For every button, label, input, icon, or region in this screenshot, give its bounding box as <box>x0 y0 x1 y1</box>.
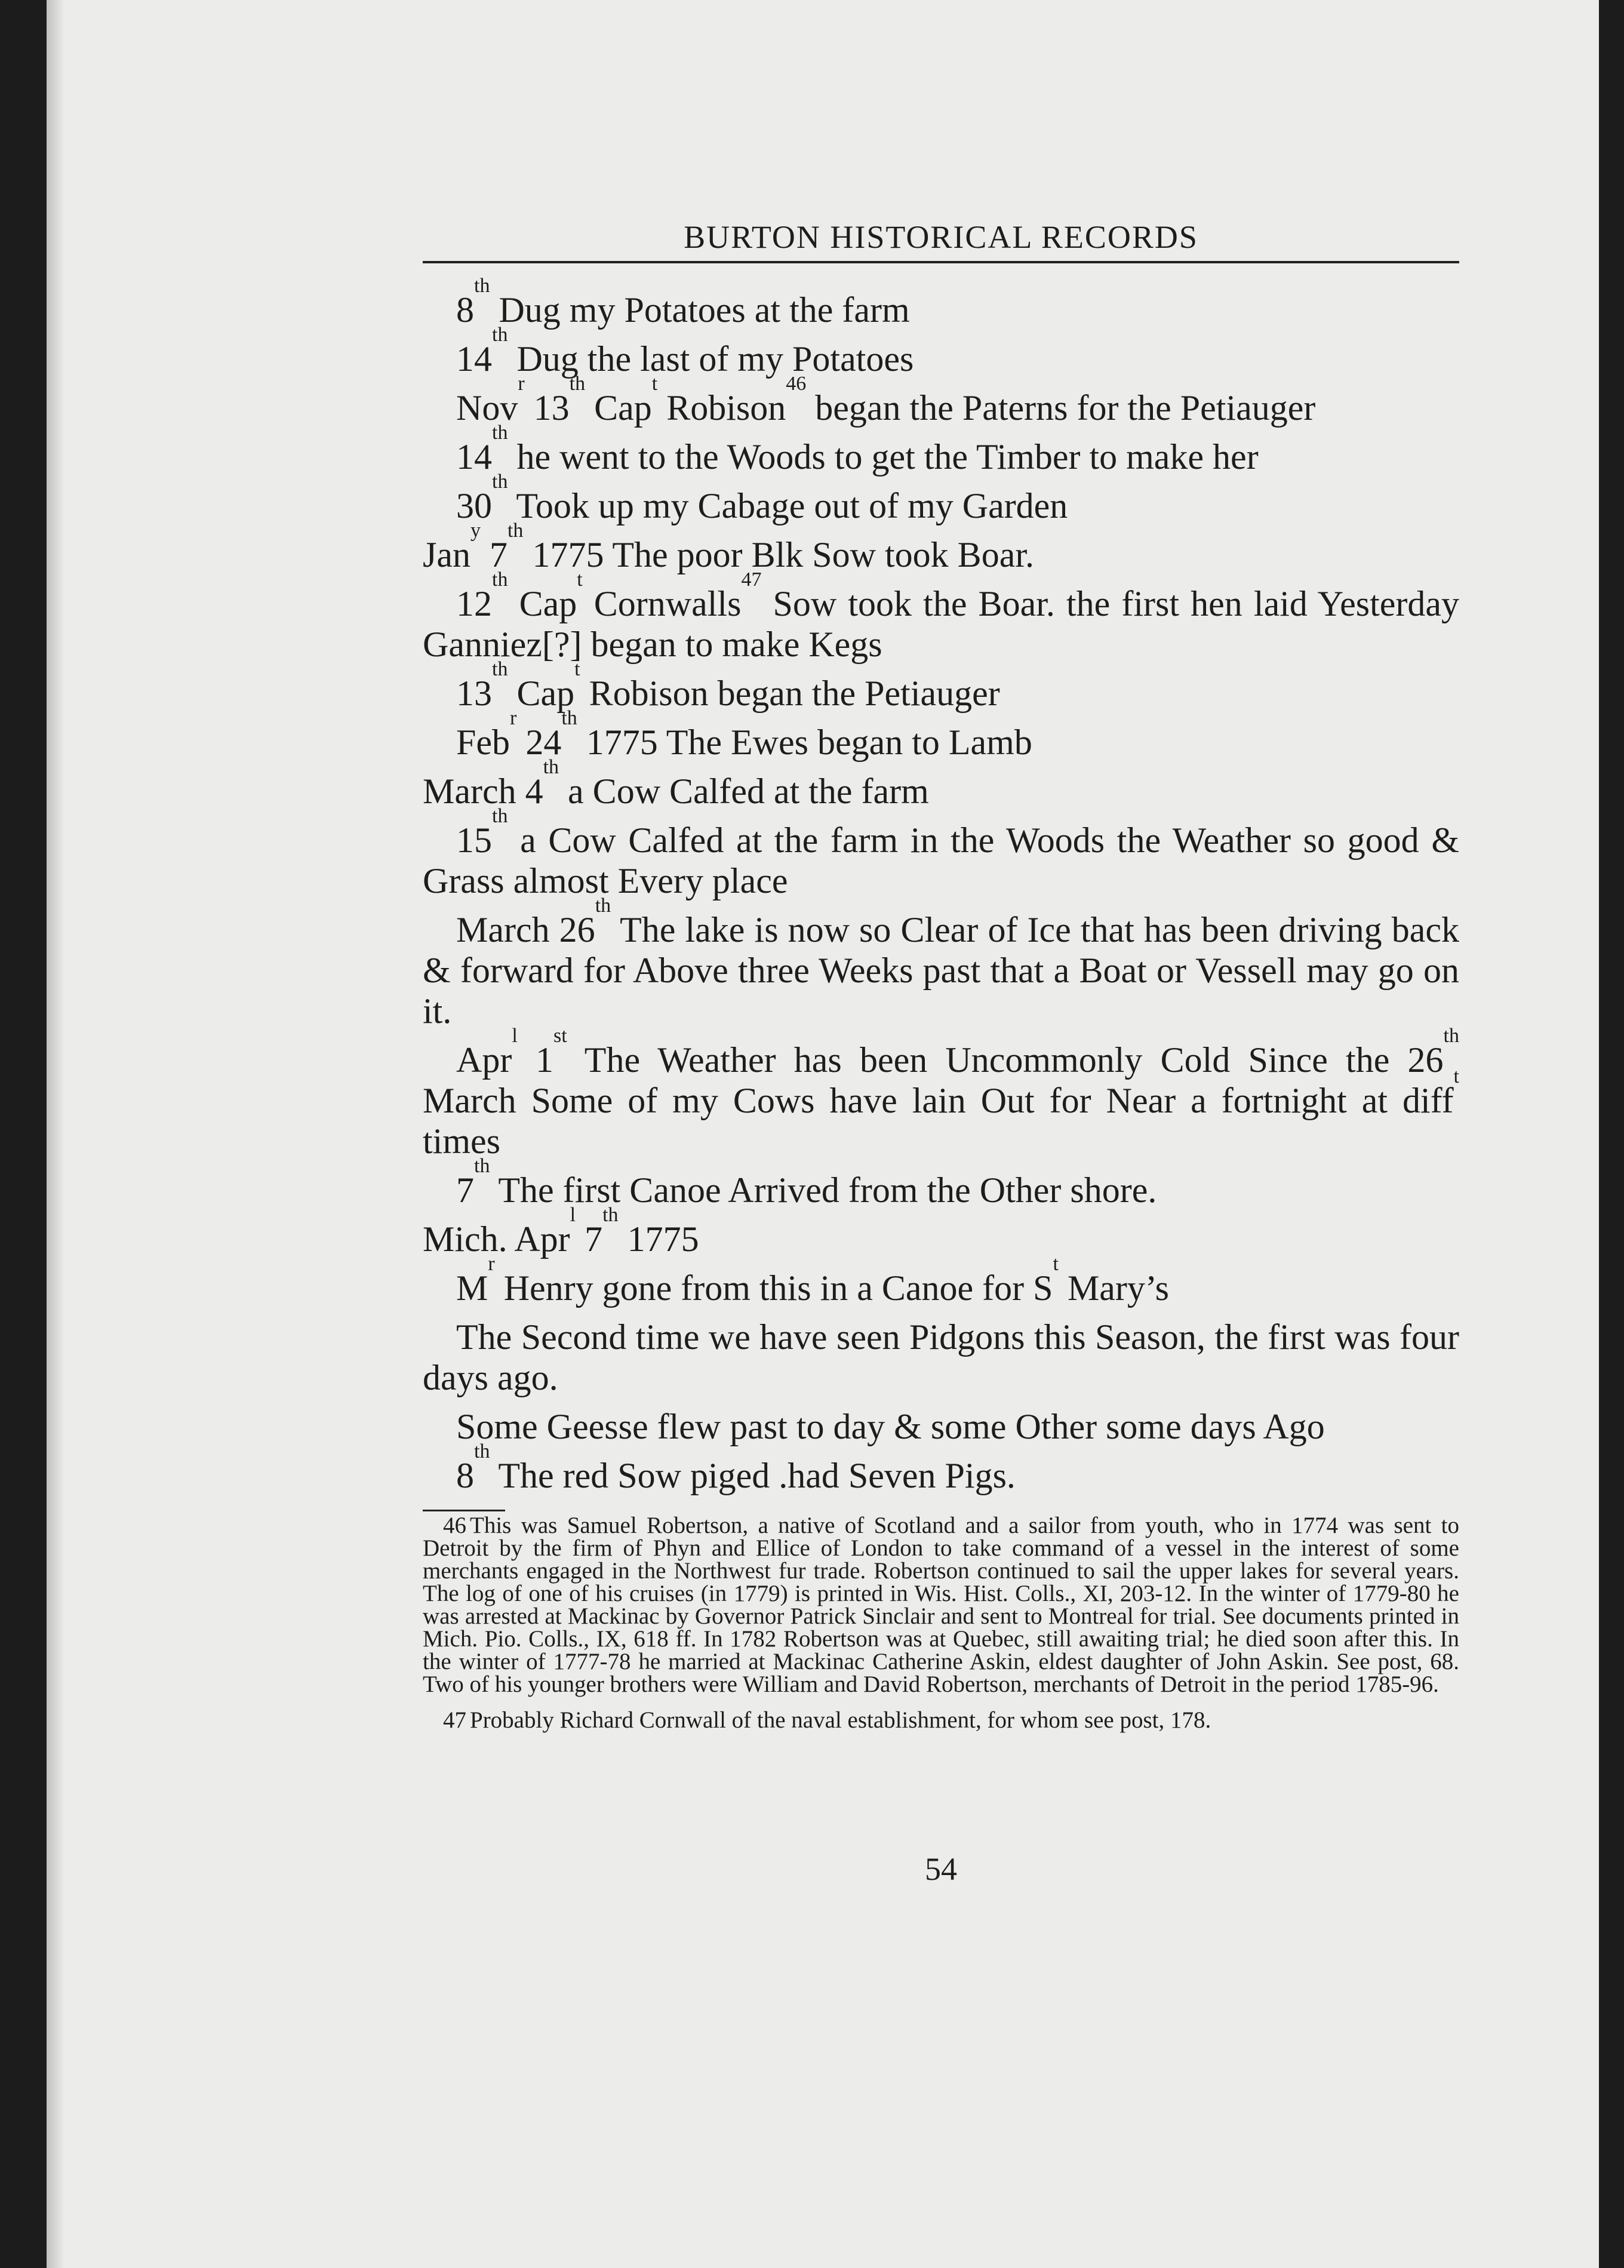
superscript: th <box>474 1155 490 1177</box>
superscript: st <box>553 1025 567 1047</box>
superscript: th <box>492 658 508 680</box>
entry-text: Apr <box>456 1040 512 1080</box>
entry-text: 1 <box>517 1040 553 1080</box>
entry-text: he went to the Woods to get the Timber to make her <box>508 437 1259 477</box>
entry-text: 1775 The poor Blk Sow took Boar. <box>523 535 1034 574</box>
entry-text: The Weather has been Uncommonly Cold Since the 26 <box>567 1040 1444 1080</box>
diary-entry <box>423 1317 1459 1398</box>
superscript: 47 <box>741 568 762 591</box>
diary-entry <box>423 422 1459 477</box>
entry-text: began the Paterns for the Petiauger <box>806 388 1316 428</box>
diary-entry <box>423 895 1460 1031</box>
entry-text: Cornwalls <box>582 584 742 623</box>
superscript: th <box>492 568 508 591</box>
entry-text: 7 <box>480 535 508 574</box>
superscript: th <box>492 805 508 827</box>
superscript: r <box>510 707 517 729</box>
superscript: 46 <box>786 373 807 395</box>
superscript: th <box>1443 1025 1459 1047</box>
superscript: l <box>512 1025 518 1047</box>
diary-entry <box>423 1440 1459 1496</box>
entry-text: Cap <box>508 584 577 623</box>
footnote <box>423 1709 1459 1732</box>
superscript: th <box>474 1440 490 1462</box>
entry-text: Mary’s <box>1058 1268 1169 1308</box>
superscript: t <box>1053 1253 1059 1275</box>
entry-text: Took up my Cabage out of my Garden <box>508 486 1068 525</box>
entry-text: 14 <box>456 437 492 477</box>
diary-entry <box>423 805 1459 901</box>
footnote-text: This was Samuel Robertson, a native of Scotland and a sailor from youth, who in 1774 was sent to Detroit by the firm of Phyn and Ellice of London to take command of a vessel in the interest of some merchants engaged in the Northwest fur trade. Robertson continued to sail the upper lakes for several years. The log of one of his cruises (in 1779) is printed in Wis. Hist. Colls., XI, 203-12. In the winter of 1779-80 he was arrested at Mackinac by Governor Patrick Sinclair and sent to Montreal for trial. See documents printed in Mich. Pio. Colls., IX, 618 ff. In 1782 Robertson was at Quebec, still awaiting trial; he died soon after this. In the winter of 1777-78 he married at Mackinac Catherine Askin, eldest daughter of John Askin. See post, 68. Two of his younger brothers were William and David Robertson, merchants of Detroit in the period 1785-96. <box>423 1513 1459 1697</box>
superscript: th <box>602 1204 619 1226</box>
entry-text: Robison <box>657 388 786 428</box>
footnote-number: 46 <box>443 1513 466 1538</box>
diary-entry <box>423 1406 1459 1447</box>
diary-entry <box>423 707 1459 763</box>
footnote-divider <box>423 1510 505 1511</box>
entry-text: March 4 <box>423 772 543 811</box>
superscript: th <box>474 275 490 297</box>
entry-text: 13 <box>456 674 492 713</box>
page-number: 54 <box>925 1851 957 1887</box>
entry-text: 8 <box>456 1456 474 1495</box>
superscript: y <box>470 520 481 542</box>
entry-text: March Some of my Cows have lain Out for Near a fortnight at diff <box>423 1081 1454 1120</box>
entry-text: 13 <box>524 388 570 428</box>
diary-entry <box>423 568 1459 665</box>
diary-entry <box>423 1204 1459 1259</box>
entry-text: Feb <box>456 723 510 762</box>
entry-text: Sow took the Boar. the first hen laid Yesterday Ganniez[?] began to make Kegs <box>423 584 1459 664</box>
superscript: th <box>595 895 611 917</box>
entry-text: Jan <box>423 535 470 574</box>
diary-entry <box>423 471 1459 526</box>
entry-text: 1775 The Ewes began to Lamb <box>577 723 1032 762</box>
page-edge-shadow <box>47 0 64 2268</box>
entry-text: Cap <box>585 388 652 428</box>
entry-text: The Second time we have seen Pidgons this Season, the first was four days ago. <box>423 1317 1459 1397</box>
diary-entry <box>423 1155 1459 1210</box>
entry-text: Cap <box>508 674 575 713</box>
entry-text: times <box>423 1121 500 1161</box>
entry-text: The first Canoe Arrived from the Other shore. <box>490 1170 1157 1210</box>
diary-entry <box>423 658 1459 714</box>
entry-text: Some Geesse flew past to day & some Other some days Ago <box>456 1407 1325 1446</box>
diary-entry <box>423 373 1459 428</box>
superscript: th <box>561 707 577 729</box>
footnote <box>423 1514 1459 1696</box>
entry-text: 24 <box>516 723 562 762</box>
superscript: t <box>574 658 580 680</box>
entry-text: March 26 <box>456 910 595 949</box>
superscript: l <box>570 1204 576 1226</box>
superscript: r <box>488 1253 495 1275</box>
entry-text: Nov <box>456 388 518 428</box>
footnote-number: 47 <box>443 1707 466 1733</box>
entry-text: Dug my Potatoes at the farm <box>490 290 910 330</box>
header-title: BURTON HISTORICAL RECORDS <box>684 219 1198 255</box>
superscript: th <box>569 373 586 395</box>
entry-text: The lake is now so Clear of Ice that has been driving back & forward for Above three Weeks past that a Boat or Vessell may go on it. <box>423 910 1460 1031</box>
superscript: t <box>1453 1065 1459 1087</box>
superscript: th <box>492 422 508 444</box>
entry-text: a Cow Calfed at the farm in the Woods the Weather so good & Grass almost Every place <box>423 820 1459 901</box>
superscript: th <box>507 520 524 542</box>
diary-entry <box>423 1253 1459 1308</box>
entry-text: M <box>456 1268 488 1308</box>
superscript: t <box>577 568 583 591</box>
entry-text: The red Sow piged .had Seven Pigs. <box>490 1456 1016 1495</box>
entry-text: 8 <box>456 290 474 330</box>
entry-text: 12 <box>456 584 492 623</box>
diary-entries <box>423 275 1460 1504</box>
entry-text: Henry gone from this in a Canoe for S <box>494 1268 1053 1308</box>
entry-text: 14 <box>456 339 492 379</box>
diary-entry <box>423 756 1459 812</box>
superscript: th <box>543 756 559 778</box>
diary-entry <box>423 275 1459 330</box>
footnote-text: Probably Richard Cornwall of the naval establishment, for whom see post, 178. <box>470 1707 1211 1733</box>
entry-text: 15 <box>456 820 492 860</box>
entry-text: Mich. Apr <box>423 1219 570 1259</box>
superscript: t <box>651 373 658 395</box>
superscript: th <box>492 471 508 493</box>
running-header <box>423 206 1459 263</box>
entry-text: Dug the last of my Potatoes <box>508 339 914 379</box>
superscript: th <box>492 324 508 346</box>
entry-text: a Cow Calfed at the farm <box>559 772 929 811</box>
superscript: r <box>518 373 525 395</box>
entry-text: 30 <box>456 486 492 525</box>
entry-text: 1775 <box>618 1219 699 1259</box>
entry-text: Robison began the Petiauger <box>580 674 1000 713</box>
diary-entry <box>423 1025 1459 1161</box>
footnotes <box>423 1514 1459 1745</box>
entry-text: 7 <box>576 1219 603 1259</box>
entry-text: 7 <box>456 1170 474 1210</box>
